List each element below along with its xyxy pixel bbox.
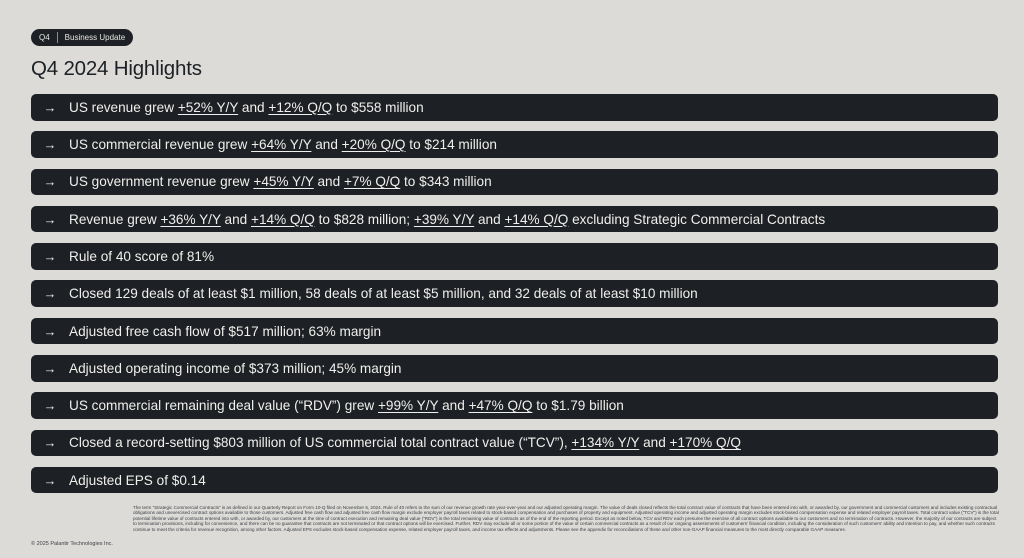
highlight-metric: +99% Y/Y [377, 398, 439, 414]
highlight-text [69, 249, 214, 264]
highlight-text [69, 324, 381, 339]
highlight-row [31, 243, 998, 270]
highlight-segment: and [438, 398, 469, 414]
highlight-row [31, 280, 998, 307]
highlight-text [69, 398, 624, 413]
highlight-text [69, 100, 424, 115]
highlight-segment: Revenue grew [69, 211, 161, 227]
arrow-right-icon: → [43, 174, 57, 190]
highlight-text [69, 212, 825, 227]
highlight-segment: excluding Strategic Commercial Contracts [568, 211, 826, 227]
highlight-row [31, 318, 998, 345]
highlight-segment: Rule of 40 score of 81% [69, 248, 215, 264]
highlight-metric: +14% Q/Q [504, 211, 569, 227]
highlight-metric: +7% Q/Q [343, 174, 401, 190]
highlight-segment: to $214 million [405, 137, 497, 153]
badge-quarter: Q4 [39, 33, 50, 42]
highlight-segment: and [220, 211, 252, 227]
highlight-segment: US revenue grew [69, 99, 178, 115]
highlights-list [31, 94, 998, 504]
highlight-row [31, 169, 998, 196]
highlight-row [31, 355, 998, 382]
highlight-row [31, 131, 998, 158]
highlight-metric: +36% Y/Y [160, 211, 221, 227]
copyright: © 2025 Palantir Technologies Inc. [31, 541, 113, 547]
footnote: The term “Strategic Commercial Contracts” is as defined in our Quarterly Report on Form 10-Q filed on November 5, 2024. Rule of 40 refers to the sum of our revenue growth rate year-over-year and our adjusted operating margin. The value of deals closed reflects the total contract value of contracts that have been entered into with, or awarded by, our government and commercial customers and includes existing contractual obligations and unexercised contract options available to those customers. Adjusted free cash flow and adjusted free cash flow margin exclude employer payroll taxes related to stock-based compensation and purchases of property and equipment. Adjusted operating income and adjusted operating margin excludes stock-based compensation expense and related employer payroll taxes. Total contract value (“TCV”) is the total potential lifetime value of contracts entered into with, or awarded by, our customers at the time of contract execution and remaining deal value (“RDV”) is the total remaining value of contracts as of the end of the reporting period. Except as noted below, TCV and RDV each presume the exercise of all contract options available to our customers and no termination of contracts. However, the majority of our contracts are subject to termination provisions, including for convenience, and there can be no guarantee that contracts are not terminated or that contract options will be exercised. Further, RDV may exclude all or some portion of the value of certain commercial contracts as a result of our ongoing assessments of customers’ financial condition, including the consideration of such customers’ ability and intention to pay, and whether such contracts continue to meet the criteria for revenue recognition, among other factors. Adjusted EPS excludes stock-based compensation expense, related employer payroll taxes, and income tax effects and adjustments. Please see the appendix for reconciliations of these and other non-GAAP financial measures to the most directly comparable GAAP measures. [133, 505, 999, 532]
arrow-right-icon: → [43, 248, 57, 264]
arrow-right-icon: → [43, 360, 57, 376]
highlight-text [69, 435, 741, 450]
arrow-right-icon: → [43, 99, 57, 115]
highlight-row [31, 392, 998, 419]
highlight-segment: US commercial remaining deal value (“RDV”) grew [69, 398, 378, 414]
highlight-segment: to $343 million [400, 174, 492, 190]
highlight-metric: +45% Y/Y [253, 174, 314, 190]
highlight-metric: +52% Y/Y [177, 99, 239, 115]
highlight-segment: and [238, 99, 269, 115]
arrow-right-icon: → [43, 211, 57, 227]
highlight-text [69, 174, 492, 189]
highlight-metric: +12% Q/Q [268, 99, 333, 115]
highlight-segment: Closed 129 deals of at least $1 million, 58 deals of at least $5 million, and 32 deals of at least $10 million [69, 286, 698, 302]
highlight-metric: +39% Y/Y [413, 211, 475, 227]
highlight-metric: +170% Q/Q [669, 435, 741, 451]
highlight-segment: US commercial revenue grew [69, 137, 252, 153]
arrow-right-icon: → [43, 137, 57, 153]
highlight-row [31, 206, 998, 233]
highlight-text [69, 361, 401, 376]
highlight-segment: Adjusted operating income of $373 million; 45% margin [69, 360, 402, 376]
highlight-metric: +20% Q/Q [341, 137, 406, 153]
arrow-right-icon: → [43, 323, 57, 339]
highlight-segment: Adjusted EPS of $0.14 [69, 472, 206, 488]
highlight-segment: and [639, 435, 670, 451]
highlight-text [69, 473, 206, 488]
highlight-row [31, 430, 998, 457]
highlight-segment: and [474, 211, 505, 227]
highlight-metric: +47% Q/Q [468, 398, 533, 414]
highlight-segment: to $1.79 billion [532, 398, 624, 414]
highlight-metric: +14% Q/Q [251, 211, 315, 227]
arrow-right-icon: → [43, 435, 57, 451]
highlight-row [31, 467, 998, 494]
arrow-right-icon: → [43, 398, 57, 414]
highlight-row [31, 94, 998, 121]
highlight-metric: +134% Y/Y [571, 435, 640, 451]
badge-label: Business Update [64, 33, 126, 42]
highlight-text [69, 137, 497, 152]
highlight-segment: and [313, 174, 344, 190]
page-title: Q4 2024 Highlights [31, 57, 202, 80]
badge-divider [57, 32, 58, 43]
section-badge [31, 29, 133, 46]
highlight-segment: to $828 million; [314, 211, 414, 227]
highlight-segment: and [311, 137, 342, 153]
arrow-right-icon: → [43, 286, 57, 302]
arrow-right-icon: → [43, 472, 57, 488]
highlight-segment: Adjusted free cash flow of $517 million; 63% margin [69, 323, 382, 339]
highlight-metric: +64% Y/Y [251, 137, 312, 153]
highlight-segment: to $558 million [332, 99, 424, 115]
highlight-segment: Closed a record-setting $803 million of US commercial total contract value (“TCV”), [69, 435, 572, 451]
highlight-segment: US government revenue grew [69, 174, 254, 190]
highlight-text [69, 286, 698, 301]
